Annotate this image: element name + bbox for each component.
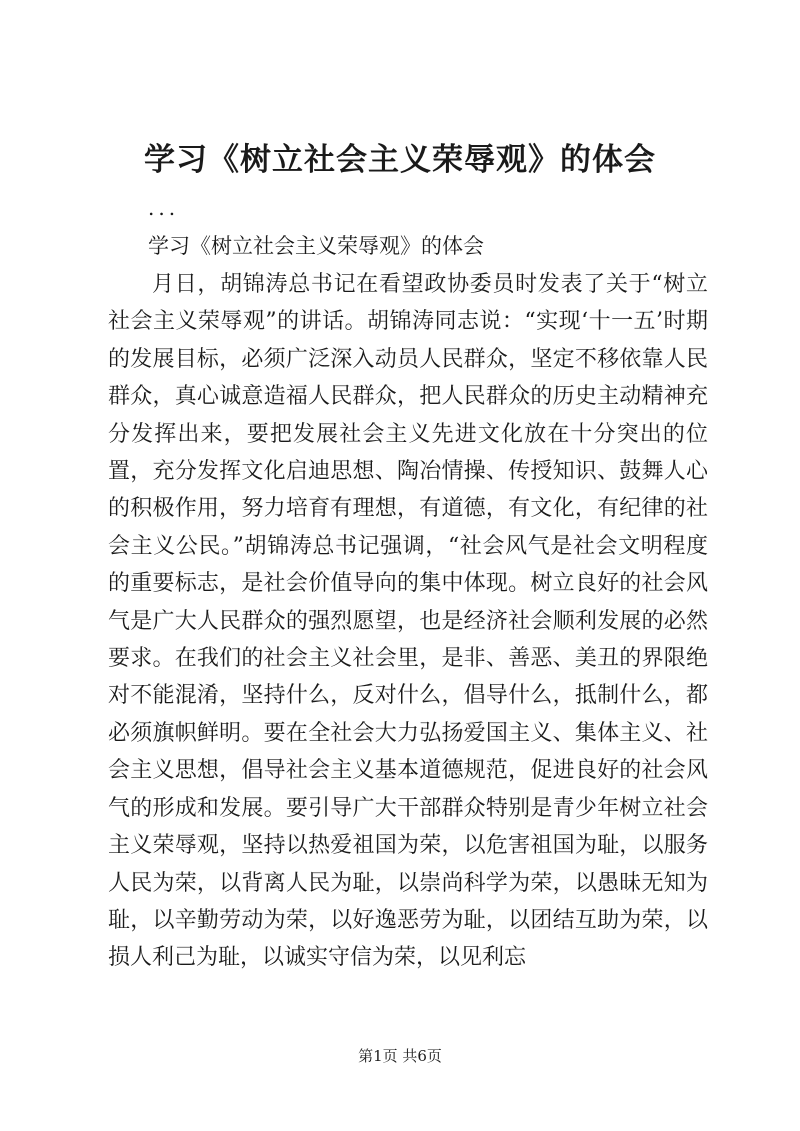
page-footer: 第1页 共6页 <box>358 1047 442 1065</box>
document-subtitle: 学习《树立社会主义荣辱观》的体会 <box>148 234 484 258</box>
body-paragraph: 月日，胡锦涛总书记在看望政协委员时发表了关于“树立社会主义荣辱观”的讲话。胡锦涛同志说：“实现‘十一五’时期的发展目标，必须广泛深入动员人民群众，坚定不移依靠人民群众，真心诚意造福人民群众，把人民群众的历史主动精神充分发挥出来，要把发展社会主义先进文化放在十分突出的位置，充分发挥文化启迪思想、陶冶情操、传授知识、鼓舞人心的积极作用，努力培育有理想，有道德，有文化，有纪律的社会主义公民。”胡锦涛总书记强调，“社会风气是社会文明程度的重要标志，是社会价值导向的集中体现。树立良好的社会风气是广大人民群众的强烈愿望，也是经济社会顺利发展的必然要求。在我们的社会主义社会里，是非、善恶、美丑的界限绝对不能混淆，坚持什么，反对什么，倡导什么，抵制什么，都必须旗帜鲜明。要在全社会大力弘扬爱国主义、集体主义、社会主义思想，倡导社会主义基本道德规范，促进良好的社会风气的形成和发展。要引导广大干部群众特别是青少年树立社会主义荣辱观，坚持以热爱祖国为荣，以危害祖国为耻，以服务人民为荣，以背离人民为耻，以崇尚科学为荣，以愚昧无知为耻，以辛勤劳动为荣，以好逸恶劳为耻，以团结互助为荣，以损人利己为耻，以诚实守信为荣，以见利忘 <box>108 272 708 971</box>
document-title: 学习《树立社会主义荣辱观》的体会 <box>144 142 656 178</box>
ellipsis-marker: ... <box>148 196 180 220</box>
